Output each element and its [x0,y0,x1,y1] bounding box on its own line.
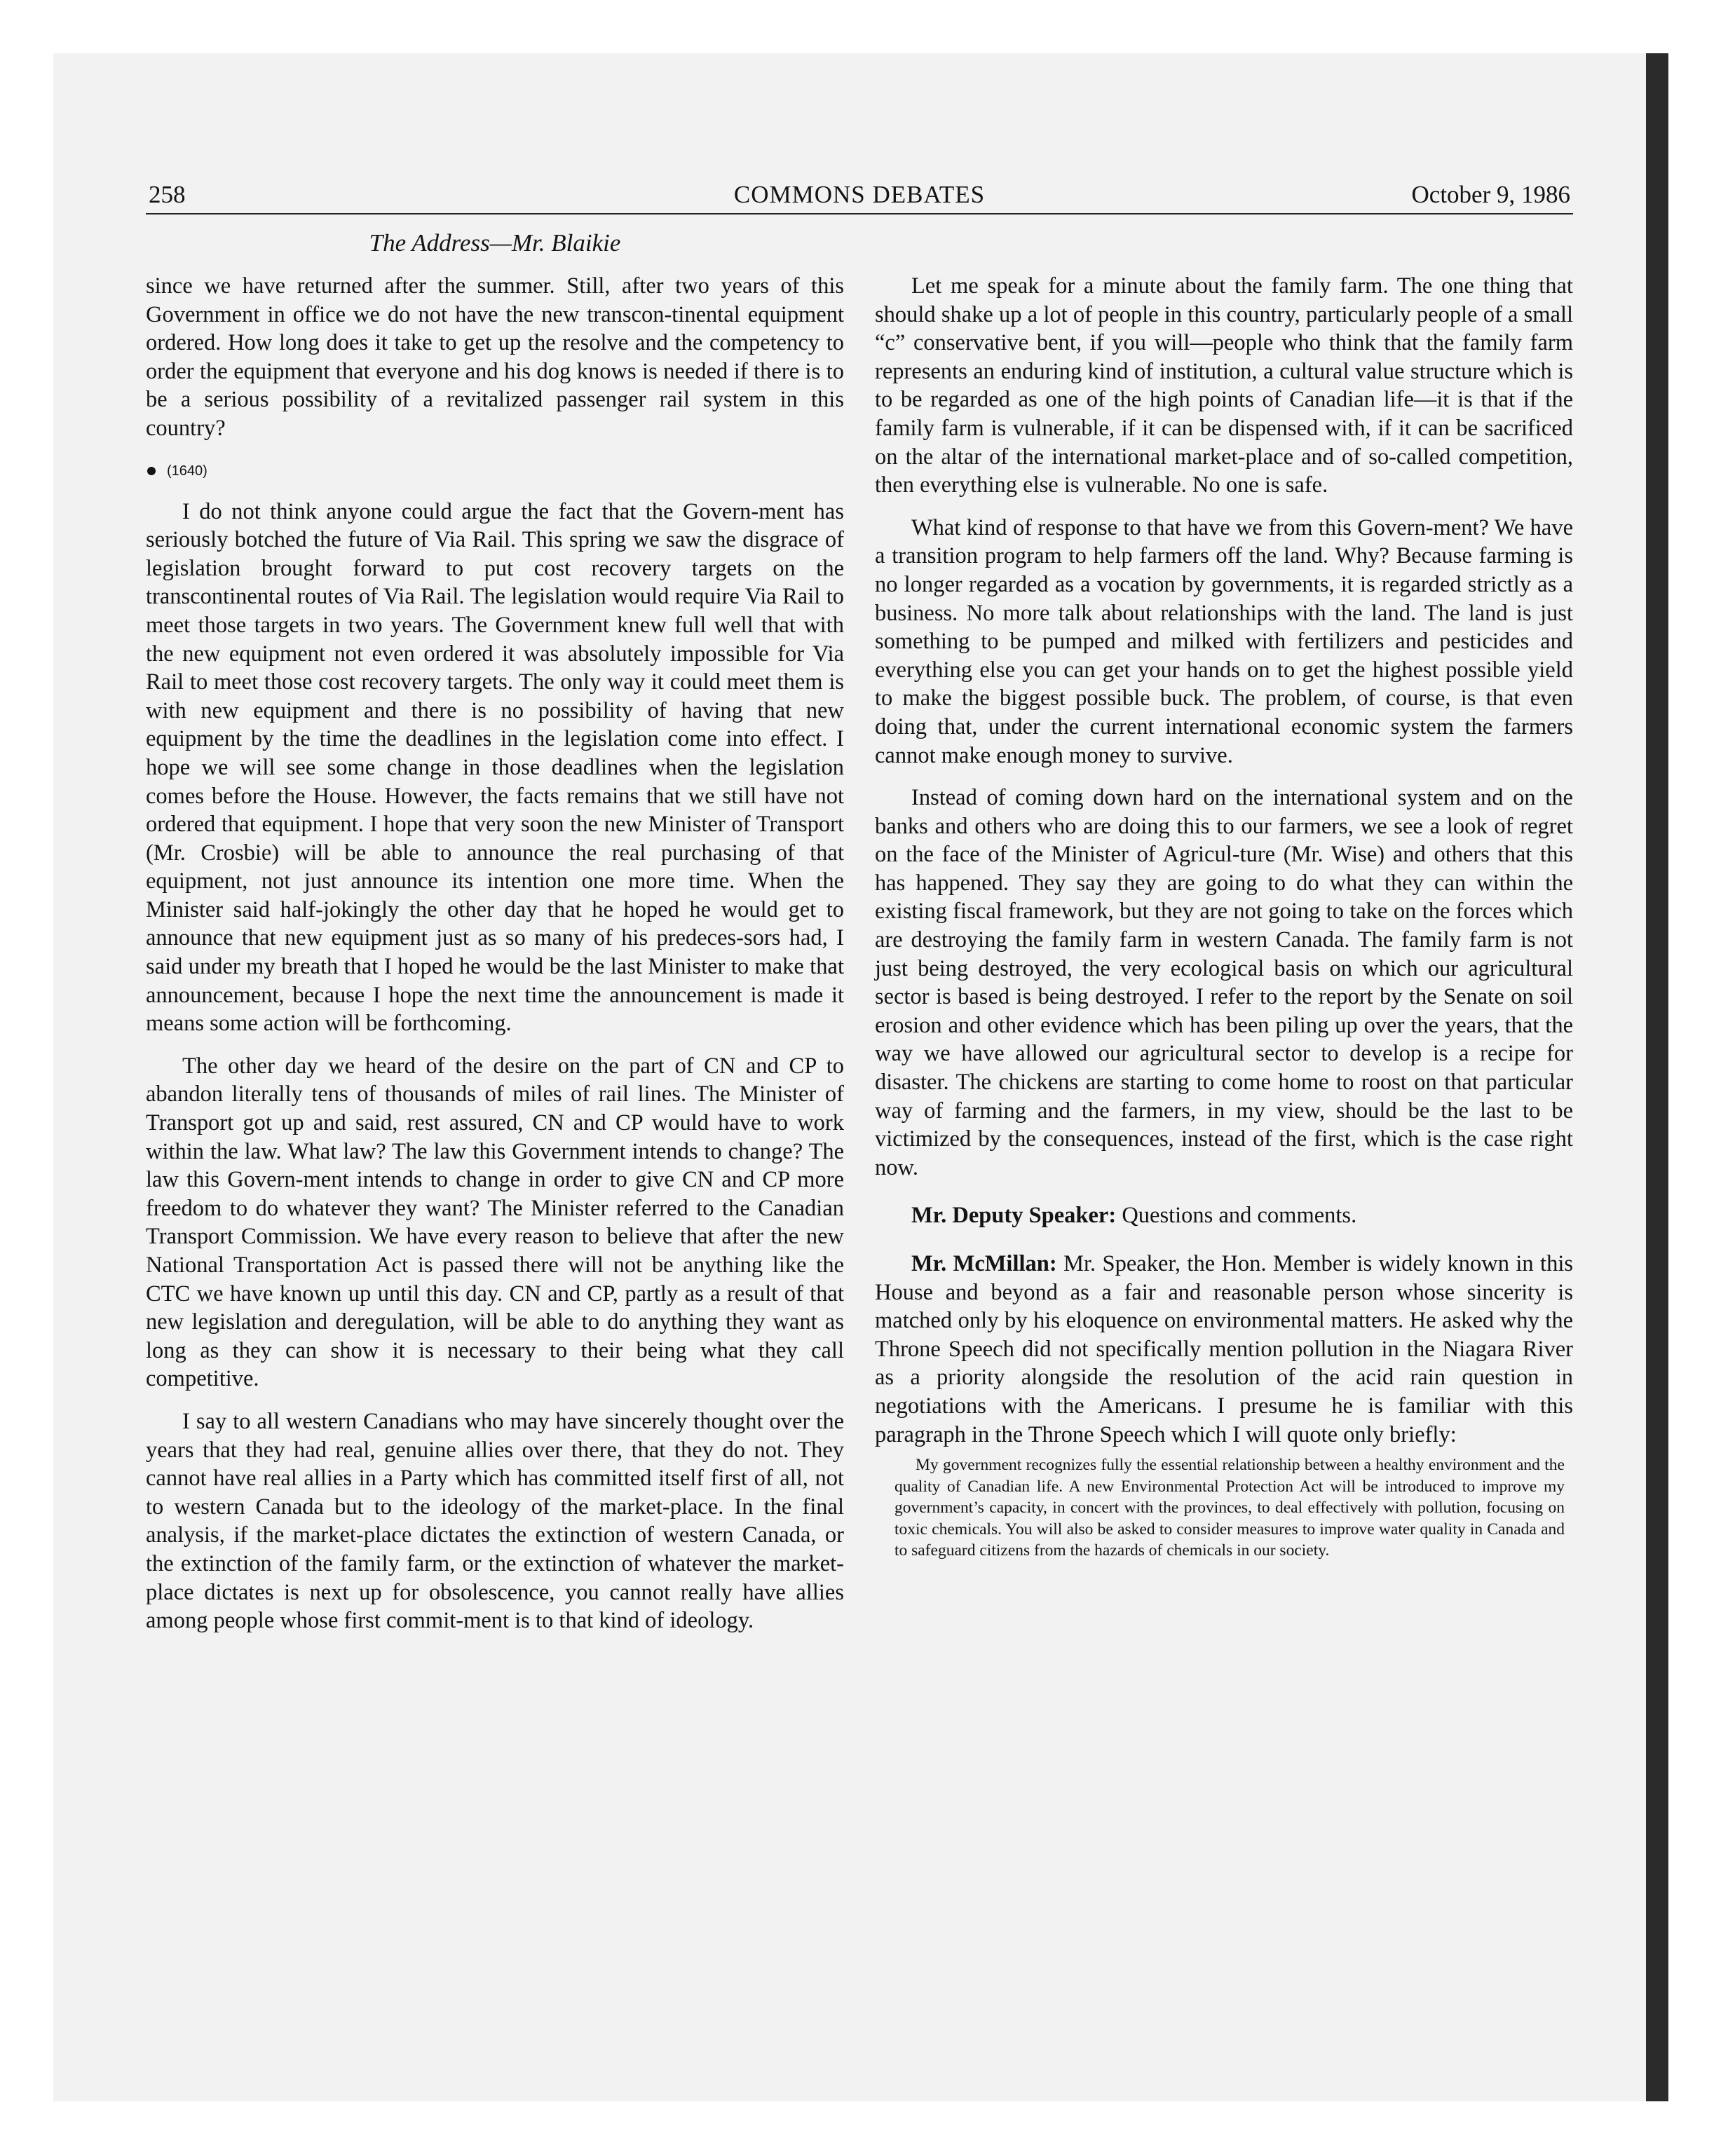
running-header [146,178,1573,214]
journal-title: COMMONS DEBATES [733,181,986,208]
page-number: 258 [149,181,186,208]
bullet-icon [147,467,156,475]
paragraph: I say to all western Canadians who may have sincerely thought over the years that they had real, genuine allies over there, that they do not. They cannot have real allies in a Party which has committed itself first of all, not to western Canada but to the ideology of the market-place. In the final analysis, if the market-place dictates the extinction of western Canada, or the extinction of the family farm, or the extinction of whatever the market-place dictates is next up for obsolescence, you cannot really have allies among people whose first commit-ment is to that kind of ideology. [146,1408,844,1634]
left-column [146,272,844,1649]
time-marker-label: (1640) [167,463,207,479]
paragraph: Instead of coming down hard on the international system and on the banks and others who are doing this to our farmers, we see a look of regret on the face of the Minister of Agricul-ture (Mr. Wise) and others that this has happened. They say they are going to do what they can within the existing fiscal framework, but they are not going to take on the forces which are destroying the family farm in western Canada. The family farm is not just being destroyed, the very ecological basis on which our agricultural sector is based is being destroyed. I refer to the report by the Senate on soil erosion and other evidence which has been piling up over the years, that the way we have allowed our agricultural sector to develop is a recipe for disaster. The chickens are starting to come home to roost on that particular way of farming and the farmers, in my view, should be the last to be victimized by the consequences, instead of the first, which is the case right now. [875,785,1573,1180]
right-column [875,272,1573,1562]
paragraph: Let me speak for a minute about the family farm. The one thing that should shake up a lot of people in this country, particularly people of a small “c” conservative bent, if you will—people who think that the family farm represents an enduring kind of institution, a cultural value structure which is to be regarded as one of the high points of Canadian life—it is that if the family farm is vulnerable, if it can be dispensed with, if it can be sacrificed on the altar of the international market-place and of so-called competition, then everything else is vulnerable. No one is safe. [875,273,1573,498]
speaker-name: Mr. McMillan: [911,1251,1057,1276]
speech-text: Mr. Speaker, the Hon. Member is widely known in this House and beyond as a fair and reasonable person whose sincerity is matched only by his eloquence on environmental matters. He asked why the Throne Speech did not specifically mention pollution in the Niagara River as a priority alongside the resolution of the acid rain question in negotiations with the Americans. I presume he is familiar with this paragraph in the Throne Speech which I will quote only briefly: [875,1251,1573,1447]
paragraph: What kind of response to that have we from this Govern-ment? We have a transition program to help farmers off the land. Why? Because farming is no longer regarded as a vocation by governments, it is regarded strictly as a business. No more talk about relationships with the land. The land is just something to be pumped and milked with fertilizers and pesticides and everything else you can get your hands on to get the highest possible yield to make the biggest possible buck. The problem, of course, is that even doing that, under the current international economic system the farmers cannot make enough money to survive. [875,514,1573,768]
speech-text: Questions and comments. [1122,1203,1357,1229]
issue-date: October 9, 1986 [1411,181,1570,208]
speech-paragraph [875,1250,1573,1449]
block-quote: My government recognizes fully the essential relationship between a healthy environment and the quality of Canadian life. A new Environmental Protection Act will be introduced to improve my government’s capacity, in concert with the provinces, to deal effectively with pollution, focusing on toxic chemicals. You will also be asked to consider measures to improve water quality in Canada and to safeguard citizens from the hazards of chemicals in our society. [894,1456,1565,1560]
time-marker [146,457,844,485]
section-title: The Address—Mr. Blaikie [369,229,621,257]
paragraph: The other day we heard of the desire on the part of CN and CP to abandon literally tens of thousands of miles of rail lines. The Minister of Transport got up and said, rest assured, CN and CP would have to work within the law. What law? The law this Government intends to change? The law this Govern-ment intends to change in order to give CN and CP more freedom to do whatever they want? The Minister referred to the Canadian Transport Commission. We have every reason to believe that after the new National Transportation Act is passed there will not be anything like the CTC we have known up until this day. CN and CP, partly as a result of that new legislation and deregulation, will be able to do anything they want as long as they can show it is necessary to their being what they call competitive. [146,1053,844,1392]
scan-edge-shadow [1646,53,1668,2101]
speaker-name: Mr. Deputy Speaker: [911,1203,1117,1229]
speech-paragraph [875,1201,1573,1230]
paragraph: since we have returned after the summer. Still, after two years of this Government in office we do not have the new transcon-tinental equipment ordered. How long does it take to get up the resolve and the competency to order the equipment that everyone and his dog knows is needed if there is to be a serious possibility of a revitalized passenger rail system in this country? [146,273,844,441]
paragraph: I do not think anyone could argue the fact that the Govern-ment has seriously botched the future of Via Rail. This spring we saw the disgrace of legislation brought forward to put cost recovery targets on the transcontinental routes of Via Rail. The legislation would require Via Rail to meet those targets in two years. The Government knew full well that with the new equipment not even ordered it was absolutely impossible for Via Rail to meet those cost recovery targets. The only way it could meet them is with new equipment and there is no possibility of having that new equipment by the time the deadlines in the legislation come into effect. I hope we will see some change in those deadlines when the legislation comes before the House. However, the facts remains that we still have not ordered that equipment. I hope that very soon the new Minister of Transport (Mr. Crosbie) will be able to announce the real purchasing of that equipment, not just announce its intention one more time. When the Minister said half-jokingly the other day that he hoped he would get to announce that new equipment just as so many of his predeces-sors had, I said under my breath that I hoped he would be the last Minister to make that announcement, because I hope the next time the announcement is made it means some action will be forthcoming. [146,498,844,1037]
